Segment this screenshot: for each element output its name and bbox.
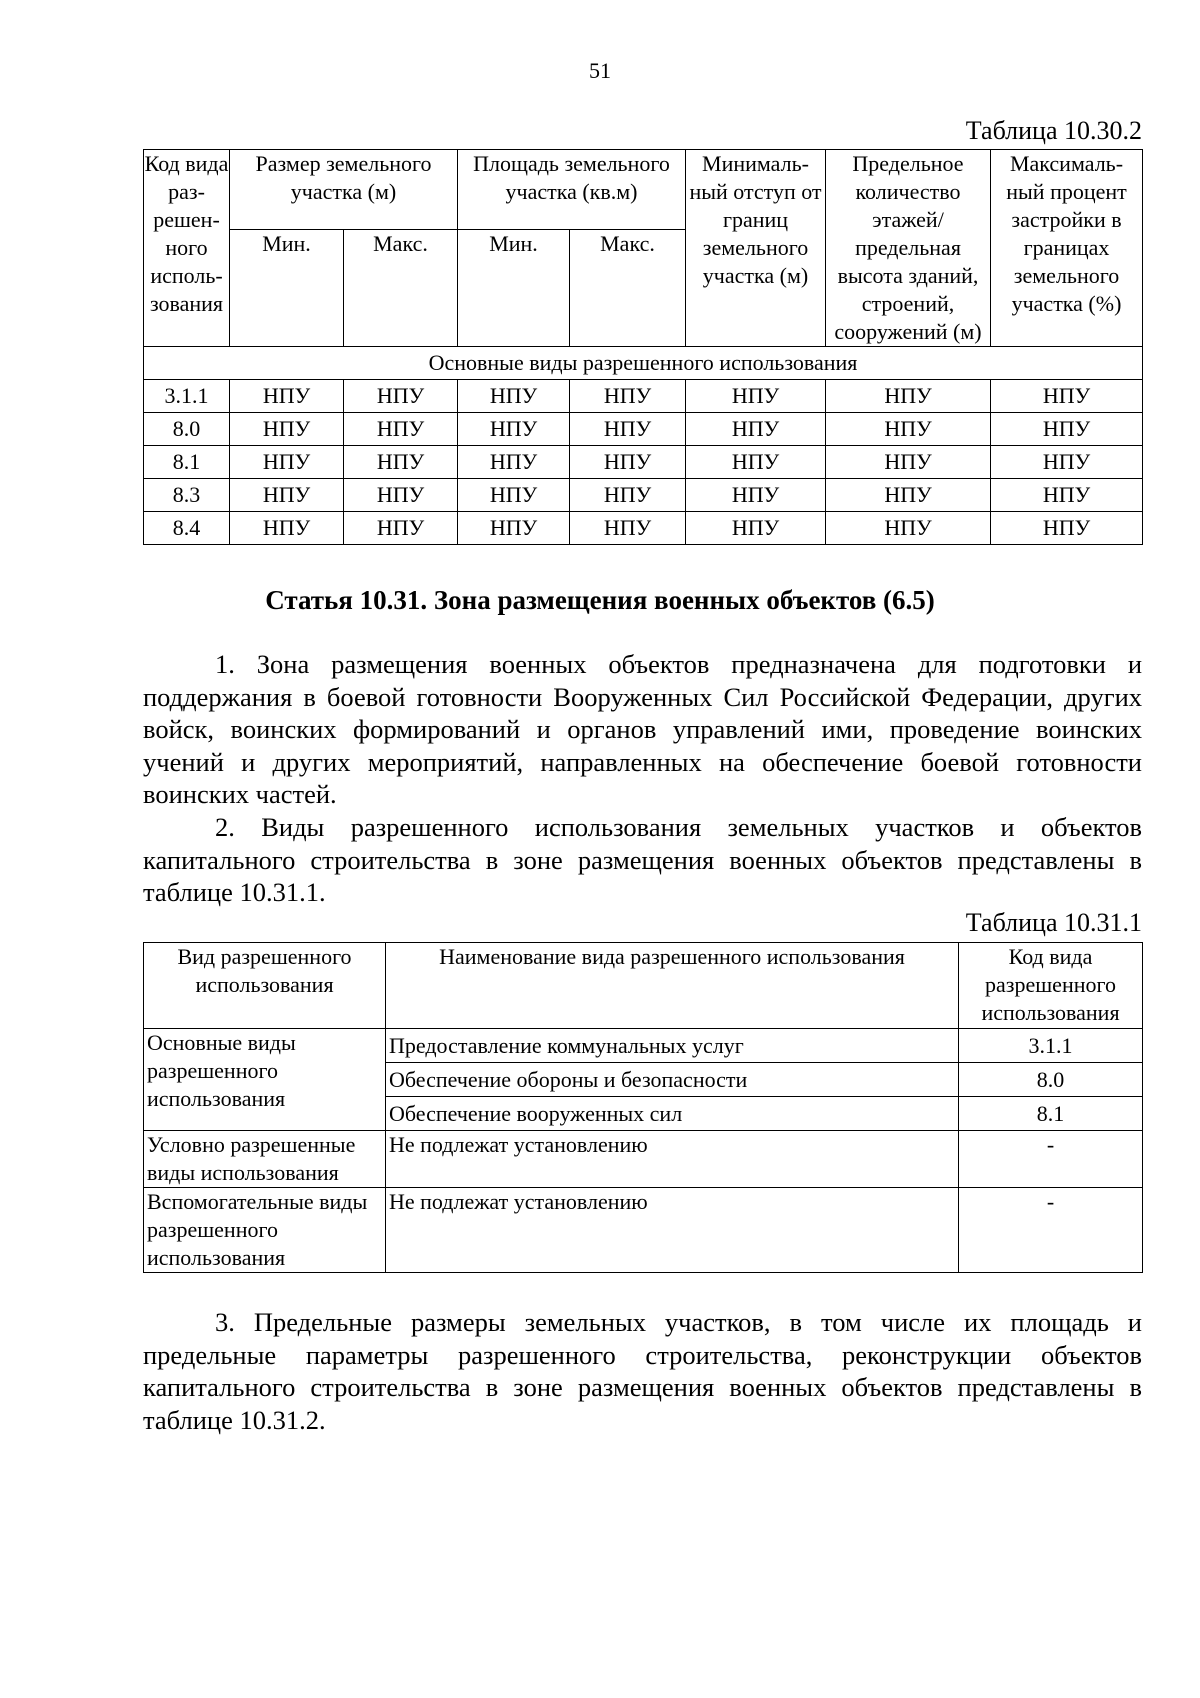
row-cell: НПУ <box>826 413 991 446</box>
header-name: Наименование вида разрешенного использования <box>386 943 959 1029</box>
row-code: 8.0 <box>144 413 230 446</box>
row-code: 8.1 <box>959 1097 1143 1131</box>
article-title: Статья 10.31. Зона размещения военных объектов (6.5) <box>265 585 935 615</box>
row-cell: НПУ <box>686 446 826 479</box>
table-row <box>144 479 1143 512</box>
table-row <box>144 512 1143 545</box>
header-plot-size: Размер земельного участка (м) <box>230 150 458 230</box>
paragraph-1-text: 1. Зона размещения военных объектов предназначена для подготовки и поддержания в боевой готовности Вооруженных Сил Российской Федерации, других войск, воинских формирований и органов управлений ими, проведение воинских учений и других мероприятий, направленных на обеспечение боевой готовности воинских частей. <box>143 649 1142 809</box>
row-cell: НПУ <box>570 512 686 545</box>
row-name: Не подлежат установлению <box>386 1131 959 1188</box>
row-cell: НПУ <box>991 479 1143 512</box>
row-name: Предоставление коммунальных услуг <box>386 1029 959 1063</box>
row-cell: НПУ <box>826 380 991 413</box>
group-label-main: Основные виды разрешенного использования <box>144 1029 386 1131</box>
row-cell: НПУ <box>686 512 826 545</box>
row-code: 3.1.1 <box>144 380 230 413</box>
row-name: Не подлежат установлению <box>386 1188 959 1273</box>
paragraph-2 <box>143 811 1142 909</box>
group-label-auxiliary: Вспомогательные виды разрешенного использования <box>144 1188 386 1273</box>
row-cell: НПУ <box>344 446 458 479</box>
row-cell: НПУ <box>686 479 826 512</box>
row-cell: НПУ <box>991 512 1143 545</box>
row-cell: НПУ <box>458 479 570 512</box>
row-code: 8.0 <box>959 1063 1143 1097</box>
table-caption-10-30-2: Таблица 10.30.2 <box>965 116 1142 145</box>
row-cell: НПУ <box>686 413 826 446</box>
row-cell: НПУ <box>458 512 570 545</box>
table-10-31-1 <box>143 942 1143 1273</box>
header-plot-area: Площадь земельного участка (кв.м) <box>458 150 686 230</box>
row-cell: НПУ <box>458 446 570 479</box>
table-row <box>144 1131 1143 1188</box>
table-caption-10-31-1: Таблица 10.31.1 <box>965 908 1142 937</box>
row-name: Обеспечение вооруженных сил <box>386 1097 959 1131</box>
row-cell: НПУ <box>344 413 458 446</box>
table-row <box>144 446 1143 479</box>
header-kind: Вид разрешенного использования <box>144 943 386 1029</box>
paragraph-3-text: 3. Предельные размеры земельных участков, в том числе их площадь и предельные параметры разрешенного строительства, реконструкции объектов капитального строительства в зоне размещения военных объектов представлены в таблице 10.31.2. <box>143 1307 1142 1435</box>
table-row <box>144 1188 1143 1273</box>
header-size-min: Мин. <box>230 230 344 347</box>
row-cell: НПУ <box>230 512 344 545</box>
row-cell: НПУ <box>230 479 344 512</box>
row-code: - <box>959 1131 1143 1188</box>
row-cell: НПУ <box>686 380 826 413</box>
header-code: Код вида раз-решен-ного исполь-зования <box>144 150 230 347</box>
table-row <box>144 413 1143 446</box>
row-code: 8.1 <box>144 446 230 479</box>
paragraph-1 <box>143 648 1142 811</box>
row-cell: НПУ <box>458 413 570 446</box>
page-number: 51 <box>589 58 611 83</box>
paragraph-3 <box>143 1306 1142 1436</box>
row-cell: НПУ <box>230 380 344 413</box>
row-cell: НПУ <box>991 446 1143 479</box>
header-coverage: Максималь-ный процент застройки в границах земельного участка (%) <box>991 150 1143 347</box>
header-size-max: Макс. <box>344 230 458 347</box>
row-cell: НПУ <box>570 446 686 479</box>
row-cell: НПУ <box>230 413 344 446</box>
row-cell: НПУ <box>826 512 991 545</box>
row-cell: НПУ <box>826 446 991 479</box>
header-area-max: Макс. <box>570 230 686 347</box>
group-label-conditional: Условно разрешенные виды использования <box>144 1131 386 1188</box>
row-name: Обеспечение обороны и безопасности <box>386 1063 959 1097</box>
header-setback: Минималь-ный отступ от границ земельного участка (м) <box>686 150 826 347</box>
row-cell: НПУ <box>344 479 458 512</box>
row-cell: НПУ <box>570 380 686 413</box>
section-label-main: Основные виды разрешенного использования <box>144 347 1143 380</box>
row-code: - <box>959 1188 1143 1273</box>
table-row <box>144 380 1143 413</box>
header-floors: Предельное количество этажей/ предельная высота зданий, строений, сооружений (м) <box>826 150 991 347</box>
row-cell: НПУ <box>991 413 1143 446</box>
row-cell: НПУ <box>458 380 570 413</box>
paragraph-2-text: 2. Виды разрешенного использования земельных участков и объектов капитального строительства в зоне размещения военных объектов представлены в таблице 10.31.1. <box>143 812 1142 907</box>
row-cell: НПУ <box>991 380 1143 413</box>
row-cell: НПУ <box>570 413 686 446</box>
table-row <box>144 1029 1143 1063</box>
row-cell: НПУ <box>344 512 458 545</box>
table-10-30-2 <box>143 149 1143 545</box>
row-cell: НПУ <box>570 479 686 512</box>
row-cell: НПУ <box>344 380 458 413</box>
header-area-min: Мин. <box>458 230 570 347</box>
row-code: 3.1.1 <box>959 1029 1143 1063</box>
header-code: Код вида разрешенного использования <box>959 943 1143 1029</box>
row-code: 8.3 <box>144 479 230 512</box>
row-cell: НПУ <box>230 446 344 479</box>
row-code: 8.4 <box>144 512 230 545</box>
row-cell: НПУ <box>826 479 991 512</box>
